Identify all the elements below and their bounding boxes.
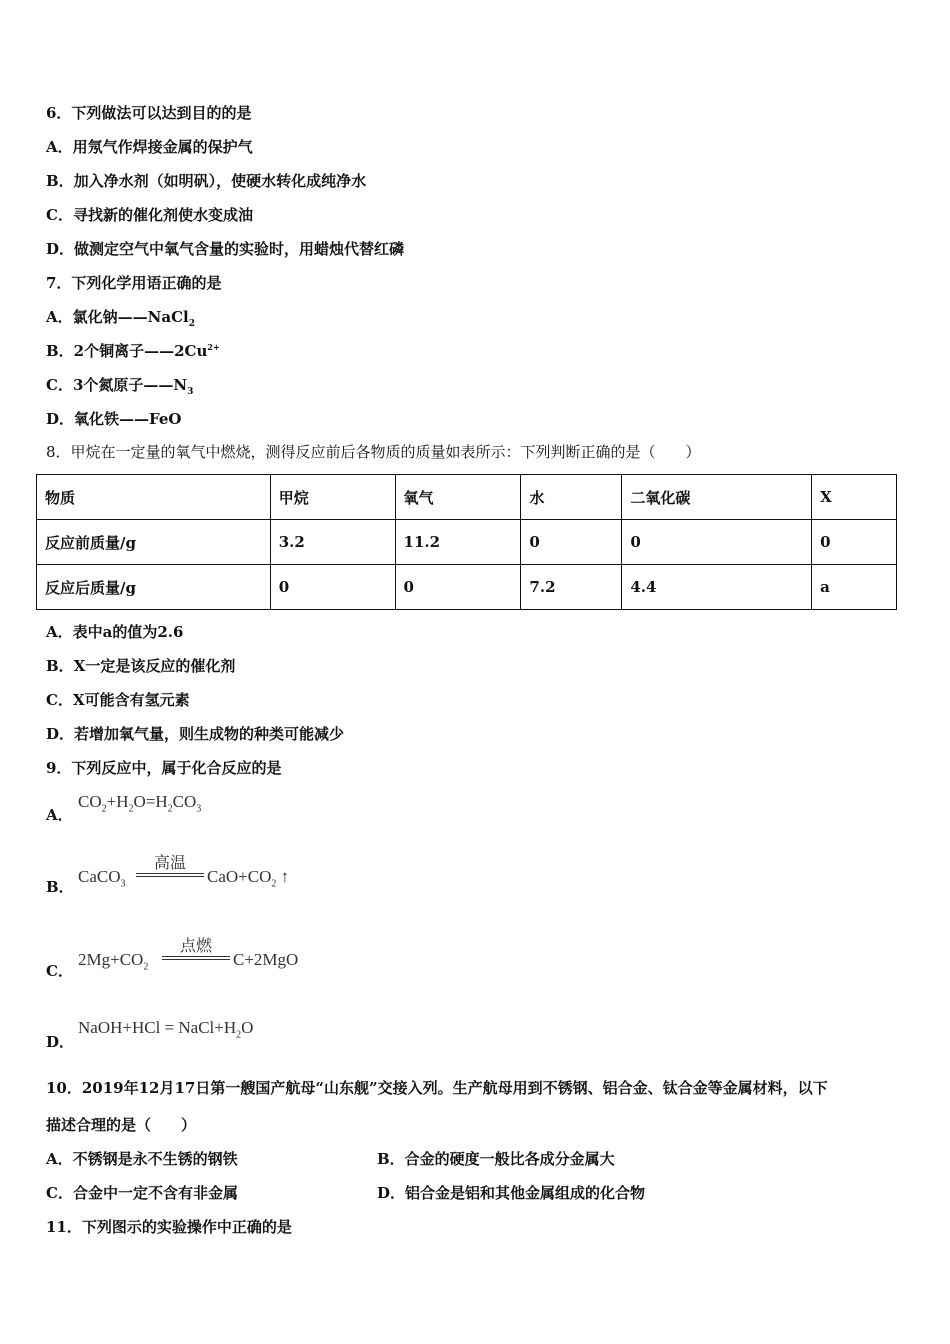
- q9-option-c-condition-text: 点燃: [179, 936, 212, 955]
- table-row: [37, 565, 897, 610]
- q8-option-d: D．若增加氧气量，则生成物的种类可能减少: [46, 725, 345, 743]
- q7-option-a-sub: 2: [188, 319, 195, 329]
- q7-option-d: D．氧化铁——FeO: [46, 410, 182, 428]
- q10-stem-line1: 10．2019年12月17日第一艘国产航母“山东舰”交接入列。生产航母用到不锈钢、铝合金、钛合金等金属材料，以下: [46, 1079, 828, 1097]
- table-cell: 4.4: [622, 565, 812, 610]
- q9-option-d-letter: D．: [46, 1033, 75, 1051]
- q10-option-c: C．合金中一定不含有非金属: [46, 1184, 238, 1202]
- q6-option-a: A．用氖气作焊接金属的保护气: [46, 138, 253, 156]
- q9-option-c-product: C+2MgO: [233, 950, 299, 969]
- table-header-cell: 物质: [37, 475, 271, 520]
- equals-sign: [136, 873, 204, 877]
- table-cell: 3.2: [270, 520, 395, 565]
- table-cell: 0: [622, 520, 812, 565]
- q6-stem: 6．下列做法可以达到目的的是: [46, 104, 252, 122]
- q9-option-b-letter: B．: [46, 878, 74, 896]
- table-header-cell: 氧气: [395, 475, 521, 520]
- q9-option-b-reactant: CaCO$_3$: [78, 867, 126, 890]
- table-cell: 反应后质量/g: [37, 565, 271, 610]
- q7-option-c-sub: 3: [187, 387, 194, 397]
- table-header-cell: 水: [521, 475, 622, 520]
- q6-option-b: B．加入净水剂（如明矾），使硬水转化成纯净水: [46, 172, 367, 190]
- q9-option-c-reactant: $2Mg+CO_2$: [78, 950, 149, 973]
- table-cell: 7.2: [521, 565, 622, 610]
- q8-option-a: A．表中a的值为2.6: [46, 623, 184, 641]
- q7-option-a-text: A．氯化钠——NaCl: [46, 308, 189, 326]
- table-header-cell: 甲烷: [270, 475, 395, 520]
- q10-option-b: B．合金的硬度一般比各成分金属大: [377, 1150, 615, 1168]
- q7-option-a: [46, 306, 195, 329]
- table-cell: 0: [521, 520, 622, 565]
- q7-stem: 7．下列化学用语正确的是: [46, 274, 222, 292]
- q10-option-a: A．不锈钢是永不生锈的钢铁: [46, 1150, 238, 1168]
- q9-option-a-letter: A．: [46, 806, 73, 824]
- q9-option-b-condition-text: 高温: [153, 853, 186, 872]
- q10-stem-line2: 描述合理的是（ ）: [46, 1116, 197, 1134]
- q7-option-b-sup: 2+: [207, 342, 220, 352]
- q9-option-a-equation: $CO_2+H_2O=H_2CO_3$: [78, 792, 202, 815]
- table-header-row: [37, 475, 897, 520]
- q9-option-b-condition: [136, 850, 204, 877]
- table-row: [37, 520, 897, 565]
- q9-stem: 9．下列反应中，属于化合反应的是: [46, 759, 282, 777]
- table-cell: 0: [270, 565, 395, 610]
- q7-option-c: [46, 374, 193, 397]
- q9-option-c-letter: C．: [46, 962, 73, 980]
- q6-option-c: C．寻找新的催化剂使水变成油: [46, 206, 253, 224]
- q8-option-c: C．X可能含有氢元素: [46, 691, 190, 709]
- q9-option-b-product: $CaO+CO_2$ ↑: [207, 867, 290, 890]
- table-cell: 0: [395, 565, 521, 610]
- q10-option-d: D．铝合金是铝和其他金属组成的化合物: [377, 1184, 646, 1202]
- mass-table: [36, 474, 897, 610]
- equals-sign: [162, 956, 230, 960]
- q7-option-b: [46, 340, 220, 361]
- q6-option-d: D．做测定空气中氧气含量的实验时，用蜡烛代替红磷: [46, 240, 405, 258]
- q8-stem: 8．甲烷在一定量的氧气中燃烧，测得反应前后各物质的质量如表所示：下列判断正确的是（ ）: [46, 443, 701, 461]
- table-cell: 0: [812, 520, 897, 565]
- q7-option-c-text: C．3个氮原子——N: [46, 376, 188, 394]
- q8-option-b: B．X一定是该反应的催化剂: [46, 657, 236, 675]
- table-header-cell: 二氧化碳: [622, 475, 812, 520]
- table-cell: 反应前质量/g: [37, 520, 271, 565]
- q7-option-b-text: B．2个铜离子——2Cu: [46, 342, 208, 360]
- table-cell: 11.2: [395, 520, 521, 565]
- table-header-cell: X: [812, 475, 897, 520]
- q9-option-c-condition: [162, 933, 230, 960]
- q9-option-d-equation: NaOH+HCl = $NaCl+H_2O$: [78, 1018, 254, 1041]
- table-cell: a: [812, 565, 897, 610]
- q11-stem: 11．下列图示的实验操作中正确的是: [46, 1218, 292, 1236]
